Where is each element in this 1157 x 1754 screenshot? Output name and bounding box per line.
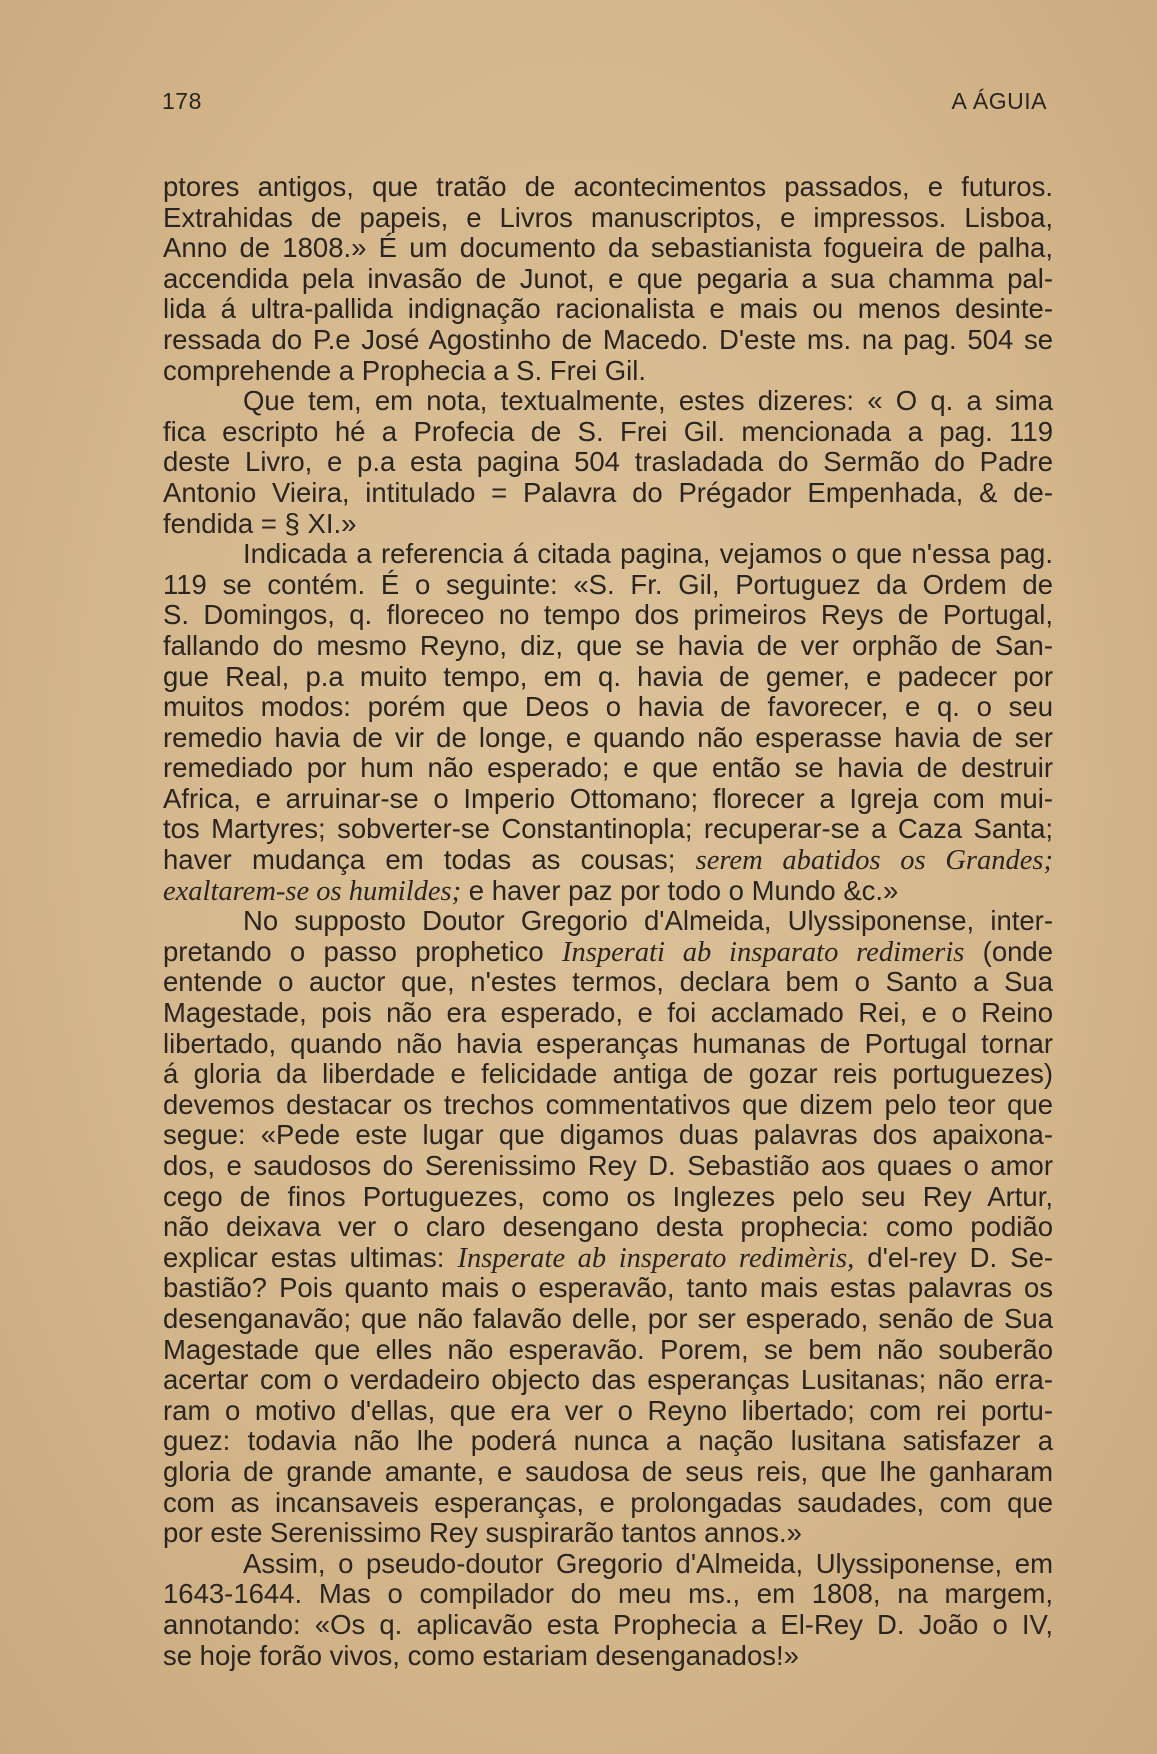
line-text: libertado, quando não havia esperanças humanas de Portugal tornar [163, 1027, 1053, 1059]
text-line [163, 1579, 1053, 1610]
line-text: Extrahidas de papeis, e Livros manuscriptos, e impressos. Lisboa, [163, 201, 1053, 233]
line-text: fica escripto hé a Profecia de S. Frei Gil. mencionada a pag. 119 [163, 415, 1053, 447]
text-line [163, 1610, 1053, 1641]
text-line [163, 1396, 1053, 1427]
text-line [163, 723, 1053, 754]
line-text: se hoje forão vivos, como estariam desenganados!» [163, 1639, 799, 1671]
line-text: muitos modos: porém que Deos o havia de favorecer, e q. o seu [163, 691, 1053, 723]
text-line [163, 539, 1053, 570]
line-text: por este Serenissimo Rey suspirarão tantos annos.» [163, 1517, 802, 1549]
italic-phrase: Insperati ab insparato redimeris [562, 936, 965, 968]
line-text: 1643-1644. Mas o compilador do meu ms., em 1808, na margem, [163, 1578, 1053, 1610]
line-text: segue: «Pede este lugar que digamos duas palavras dos apaixona- [163, 1119, 1053, 1151]
text-line [163, 753, 1053, 784]
text-line [163, 631, 1053, 662]
text-line [163, 264, 1053, 295]
italic-phrase: Insperate ab insperato redimèris, [457, 1242, 855, 1274]
text-line [163, 1273, 1053, 1304]
line-text: S. Domingos, q. floreceo no tempo dos primeiros Reys de Portugal, [163, 599, 1053, 631]
line-text: Assim, o pseudo-doutor Gregorio d'Almeida, Ulyssiponense, em [243, 1547, 1053, 1579]
line-text: haver mudança em todas as cousas; [163, 844, 676, 876]
text-line [163, 1029, 1053, 1060]
line-text: entende o auctor que, n'estes termos, declara bem o Santo a Sua [163, 966, 1053, 998]
text-line [163, 1457, 1053, 1488]
text-line [163, 233, 1053, 264]
text-line [163, 1090, 1053, 1121]
text-line [163, 1120, 1053, 1151]
text-line [163, 478, 1053, 509]
line-text: gloria de grande amante, e saudosa de seus reis, que lhe ganharam [163, 1455, 1053, 1487]
text-line [163, 1641, 1053, 1672]
body-text [163, 172, 1053, 1671]
text-line [163, 203, 1053, 234]
page-number: 178 [162, 88, 202, 114]
line-text: dos, e saudosos do Serenissimo Rey D. Sebastião aos quaes o amor [163, 1150, 1053, 1181]
italic-phrase: exaltarem-se os humildes; [163, 875, 462, 907]
line-text: 119 se contém. É o seguinte: «S. Fr. Gil, Portuguez da Ordem de [163, 568, 1053, 600]
text-line [163, 356, 1053, 387]
running-head [162, 88, 1047, 115]
line-text: acertar com o verdadeiro objecto das esperanças Lusitanas; não erra- [163, 1364, 1053, 1396]
text-line [163, 1151, 1053, 1182]
line-text: deste Livro, e p.a esta pagina 504 trasladada do Sermão do Padre [163, 446, 1053, 478]
text-line [163, 509, 1053, 540]
text-line [163, 1304, 1053, 1335]
text-line [163, 294, 1053, 325]
text-line [163, 325, 1053, 356]
line-text: ram o motivo d'ellas, que era ver o Reyno libertado; com rei portu- [163, 1394, 1053, 1426]
text-line [163, 937, 1053, 968]
text-line [163, 1059, 1053, 1090]
text-line [163, 570, 1053, 601]
line-text: Magestade, pois não era esperado, e foi acclamado Rei, e o Reino [163, 997, 1053, 1029]
line-text: tos Martyres; sobverter-se Constantinopla; recuperar-se a Caza Santa; [163, 813, 1053, 845]
text-line [163, 692, 1053, 723]
text-line [163, 1426, 1053, 1457]
line-text: Anno de 1808.» É um documento da sebastianista fogueira de palha, [163, 232, 1053, 264]
line-text: bastião? Pois quanto mais o esperavão, tanto mais estas palavras os [163, 1272, 1053, 1304]
text-line [163, 1243, 1053, 1274]
text-line [163, 876, 1053, 907]
text-line [163, 814, 1053, 845]
line-text: desenganavão; que não falavão delle, por ser esperado, senão de Sua [163, 1302, 1053, 1334]
line-text: Antonio Vieira, intitulado = Palavra do Prégador Empenhada, & de- [163, 476, 1053, 508]
text-line [163, 1549, 1053, 1580]
text-line [163, 906, 1053, 937]
line-text: remedio havia de vir de longe, e quando não esperasse havia de ser [163, 721, 1053, 753]
text-line [163, 1518, 1053, 1549]
line-text: fallando do mesmo Reyno, diz, que se havia de ver orphão de San- [163, 629, 1053, 661]
line-text: Indicada a referencia á citada pagina, vejamos o que n'essa pag. [243, 538, 1053, 570]
text-line [163, 172, 1053, 203]
line-text: lida á ultra-pallida indignação racionalista e mais ou menos desinte- [163, 293, 1053, 325]
line-text: guez: todavia não lhe poderá nunca a nação lusitana satisfazer a [163, 1425, 1053, 1457]
italic-phrase: serem abatidos os Grandes; [695, 845, 1054, 877]
text-line [163, 1212, 1053, 1243]
text-line [163, 662, 1053, 693]
text-line [163, 967, 1053, 998]
text-line [163, 386, 1053, 417]
text-line [163, 447, 1053, 478]
text-line [163, 1488, 1053, 1519]
text-line [163, 1365, 1053, 1396]
line-text: accendida pela invasão de Junot, e que pegaria a sua chamma pal- [163, 262, 1053, 294]
line-text: ptores antigos, que tratão de acontecimentos passados, e futuros. [163, 171, 1053, 202]
line-text: d'el-rey D. Se- [867, 1241, 1054, 1273]
line-text: e haver paz por todo o Mundo &c.» [468, 874, 899, 906]
text-line [163, 1182, 1053, 1213]
line-text: não deixava ver o claro desengano desta prophecia: como podião [163, 1211, 1053, 1243]
text-line [163, 1335, 1053, 1366]
line-text: á gloria da liberdade e felicidade antiga de gozar reis portuguezes) [163, 1058, 1053, 1090]
line-text: remediado por hum não esperado; e que então se havia de destruir [163, 752, 1053, 784]
line-text: ressada do P.e José Agostinho de Macedo. D'este ms. na pag. 504 se [163, 323, 1053, 355]
text-line [163, 417, 1053, 448]
line-text: comprehende a Prophecia a S. Frei Gil. [163, 354, 647, 386]
line-text: fendida = § XI.» [163, 507, 357, 539]
line-text: gue Real, p.a muito tempo, em q. havia de gemer, e padecer por [163, 660, 1053, 692]
line-text: cego de finos Portuguezes, como os Inglezes pelo seu Rey Artur, [163, 1180, 1053, 1212]
text-line [163, 845, 1053, 876]
line-text: Africa, e arruinar-se o Imperio Ottomano; florecer a Igreja com mui- [163, 782, 1053, 814]
line-text: No supposto Doutor Gregorio d'Almeida, Ulyssiponense, inter- [243, 905, 1053, 937]
line-text: pretando o passo prophetico [163, 935, 544, 967]
text-line [163, 998, 1053, 1029]
line-text: (onde [982, 935, 1054, 967]
line-text: Que tem, em nota, textualmente, estes dizeres: « O q. a sima [243, 385, 1053, 417]
line-text: explicar estas ultimas: [163, 1241, 445, 1273]
line-text: devemos destacar os trechos commentativos que dizem pelo teor que [163, 1088, 1053, 1120]
running-title: A ÁGUIA [951, 88, 1047, 114]
line-text: com as incansaveis esperanças, e prolongadas saudades, com que [163, 1486, 1053, 1518]
text-line [163, 784, 1053, 815]
line-text: annotando: «Os q. aplicavão esta Prophecia a El-Rey D. João o IV, [163, 1608, 1053, 1640]
text-line [163, 600, 1053, 631]
line-text: Magestade que elles não esperavão. Porem, se bem não souberão [163, 1333, 1053, 1365]
